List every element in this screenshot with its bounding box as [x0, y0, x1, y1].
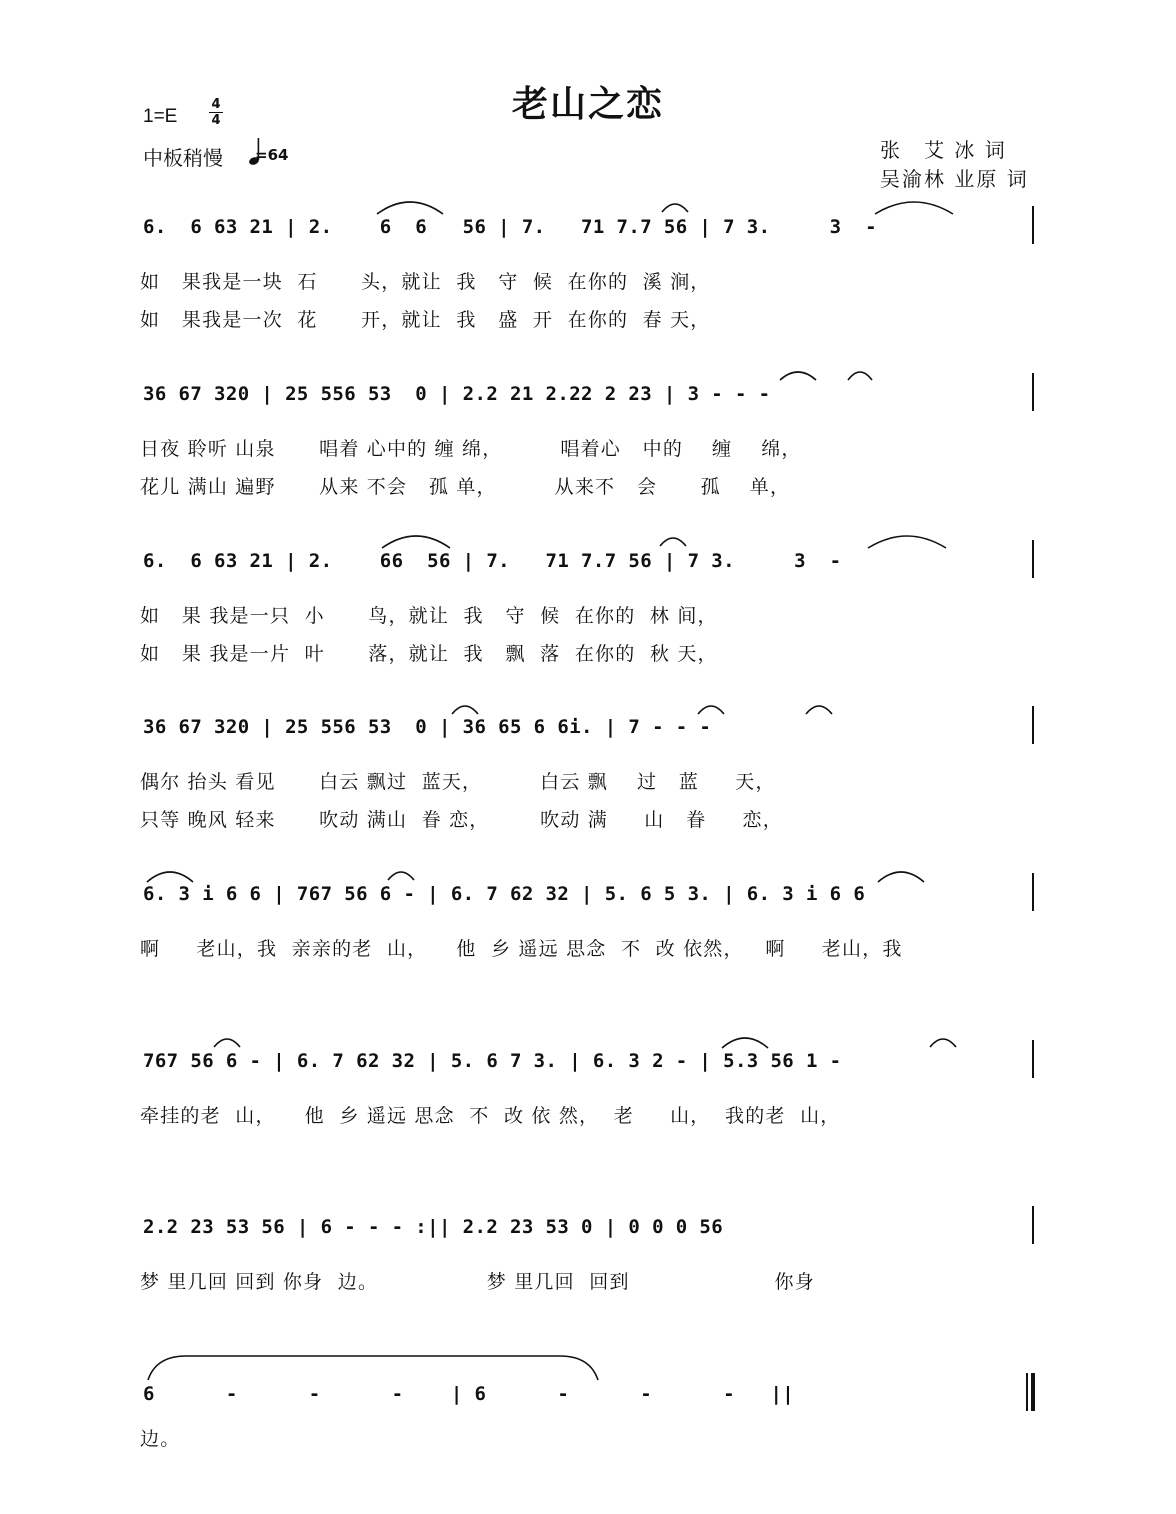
slur-tie — [846, 366, 874, 382]
lyric-line-2-verse-2: 花儿 满山 遍野 从来 不会 孤 单， 从来不 会 孤 单， — [140, 476, 791, 498]
score-line-8: 6 - - - | 6 - - - || — [143, 1383, 795, 1405]
final-barline-thick — [1031, 1373, 1035, 1411]
credit-line-2: 吴渝林 业原 词 — [880, 167, 1029, 191]
tempo-value: =64 — [255, 146, 289, 164]
credit-line-1: 张 艾 冰 词 — [880, 138, 1007, 162]
score-line-6: 767 56 6 - | 6. 7 62 32 | 5. 6 7 3. | 6. 3 2 - | 5.3 56 1 - — [143, 1050, 842, 1072]
barline — [1032, 540, 1034, 578]
score-line-2: 36 67 320 | 25 556 53 0 | 2.2 21 2.22 2 23 | 3 - - - — [143, 383, 771, 405]
lyric-line-5: 啊 老山，我 亲亲的老 山， 他 乡 遥远 思念 不 改 依然， 啊 老山，我 — [140, 938, 903, 960]
slur-tie — [873, 196, 955, 216]
key-signature: 1=E — [143, 106, 178, 127]
time-signature-bottom: 4 — [209, 112, 223, 128]
tempo-marking: 中板稍慢 — [143, 146, 223, 170]
score-line-1: 6. 6 63 21 | 2. 6 6 56 | 7. 71 7.7 56 | 7 3. 3 - — [143, 216, 878, 238]
barline — [1032, 373, 1034, 411]
lyric-line-1-verse-2: 如 果我是一次 花 开，就让 我 盛 开 在你的 春 天， — [140, 309, 711, 331]
lyric-line-2-verse-1: 日夜 聆听 山泉 唱着 心中的 缠 绵， 唱着心 中的 缠 绵， — [140, 438, 802, 460]
slur-tie — [876, 866, 926, 884]
slur-tie — [866, 530, 948, 550]
score-line-4: 36 67 320 | 25 556 53 0 | 36 65 6 6i. | 7 - - - — [143, 716, 712, 738]
score-line-3: 6. 6 63 21 | 2. 66 56 | 7. 71 7.7 56 | 7 3. 3 - — [143, 550, 842, 572]
slur-tie — [696, 700, 726, 716]
score-line-5: 6. 3 i 6 6 | 767 56 6 - | 6. 7 62 32 | 5. 6 5 3. | 6. 3 i 6 6 — [143, 883, 866, 905]
lyric-line-1-verse-1: 如 果我是一块 石 头，就让 我 守 候 在你的 溪 涧， — [140, 271, 711, 293]
lyric-line-3-verse-1: 如 果 我是一只 小 鸟，就让 我 守 候 在你的 林 间， — [140, 605, 718, 627]
slur-tie — [145, 866, 195, 884]
slur-tie — [212, 1033, 242, 1049]
song-title: 老山之恋 — [511, 83, 664, 125]
barline — [1032, 873, 1034, 911]
slur-tie — [660, 198, 690, 214]
barline — [1032, 206, 1034, 244]
lyric-line-8: 边。 — [140, 1428, 181, 1450]
slur-tie — [658, 532, 688, 548]
slur-tie — [720, 1032, 770, 1050]
time-signature-top: 4 — [211, 97, 221, 112]
lyric-line-6: 牵挂的老 山， 他 乡 遥远 思念 不 改 依 然， 老 山， 我的老 山， — [140, 1105, 841, 1127]
slur-tie — [928, 1033, 958, 1049]
slur-tie — [450, 700, 480, 716]
final-barline-thin — [1026, 1373, 1028, 1411]
barline — [1032, 1040, 1034, 1078]
time-signature — [209, 97, 223, 128]
slur-tie — [804, 700, 834, 716]
slur-tie — [386, 866, 416, 882]
slur-tie — [375, 196, 445, 216]
score-line-7: 2.2 23 53 56 | 6 - - - :|| 2.2 23 53 0 | 0 0 0 56 — [143, 1216, 724, 1238]
lyric-line-4-verse-1: 偶尔 抬头 看见 白云 飘过 蓝天， 白云 飘 过 蓝 天， — [140, 771, 776, 793]
slur-tie — [778, 366, 818, 382]
slur-tie — [146, 1352, 600, 1382]
lyric-line-7: 梦 里几回 回到 你身 边。 梦 里几回 回到 你身 — [140, 1271, 815, 1293]
barline — [1032, 1206, 1034, 1244]
lyric-line-4-verse-2: 只等 晚风 轻来 吹动 满山 眷 恋， 吹动 满 山 眷 恋， — [140, 809, 783, 831]
barline — [1032, 706, 1034, 744]
slur-tie — [380, 530, 452, 550]
lyric-line-3-verse-2: 如 果 我是一片 叶 落，就让 我 飘 落 在你的 秋 天， — [140, 643, 718, 665]
